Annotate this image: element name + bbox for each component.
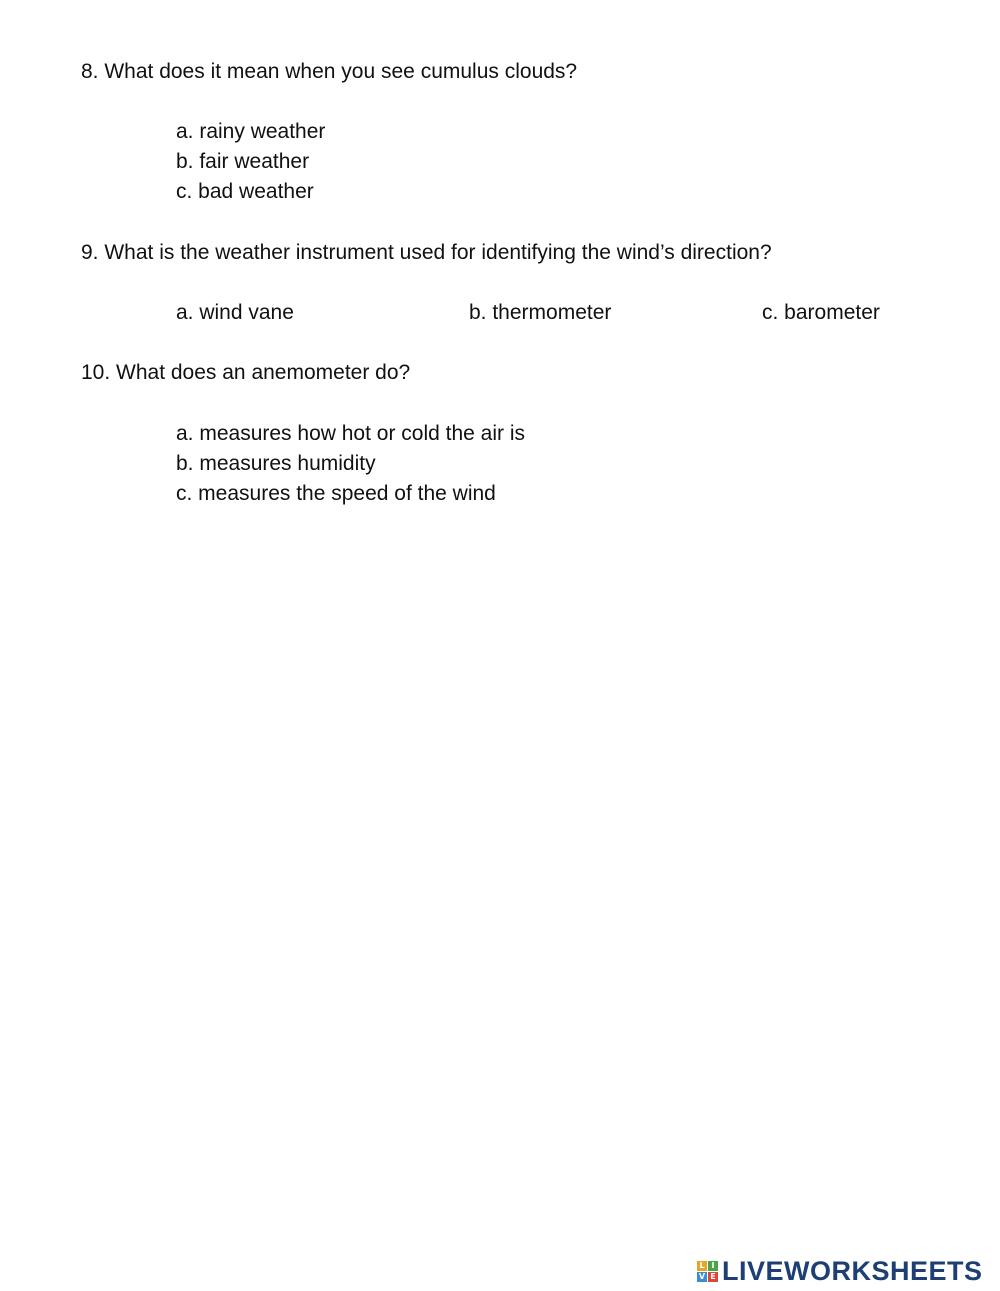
logo-mark-letter-l: L — [697, 1261, 707, 1271]
question-8-option-c[interactable]: c. bad weather — [176, 180, 314, 203]
question-10-option-b[interactable]: b. measures humidity — [176, 452, 376, 475]
question-9-option-a[interactable]: a. wind vane — [176, 301, 294, 324]
question-10: 10. What does an anemometer do? — [81, 361, 411, 384]
question-8-option-b[interactable]: b. fair weather — [176, 150, 310, 173]
logo-mark-letter-v: V — [698, 1271, 706, 1281]
question-10-option-a[interactable]: a. measures how hot or cold the air is — [176, 422, 526, 445]
liveworksheets-logo-text: LIVEWORKSHEETS — [722, 1255, 983, 1286]
question-9-option-b[interactable]: b. thermometer — [469, 301, 612, 324]
liveworksheets-logo-icon — [697, 1261, 718, 1282]
question-9: 9. What is the weather instrument used for identifying the wind’s direction? — [81, 241, 772, 264]
question-10-option-c[interactable]: c. measures the speed of the wind — [176, 482, 496, 505]
question-8: 8. What does it mean when you see cumulus clouds? — [81, 60, 578, 83]
logo-mark-letter-e: E — [708, 1272, 718, 1282]
logo-mark-letter-i: I — [708, 1261, 718, 1271]
question-9-option-c[interactable]: c. barometer — [762, 301, 880, 324]
liveworksheets-logo — [697, 1256, 983, 1286]
question-8-option-a[interactable]: a. rainy weather — [176, 120, 326, 143]
